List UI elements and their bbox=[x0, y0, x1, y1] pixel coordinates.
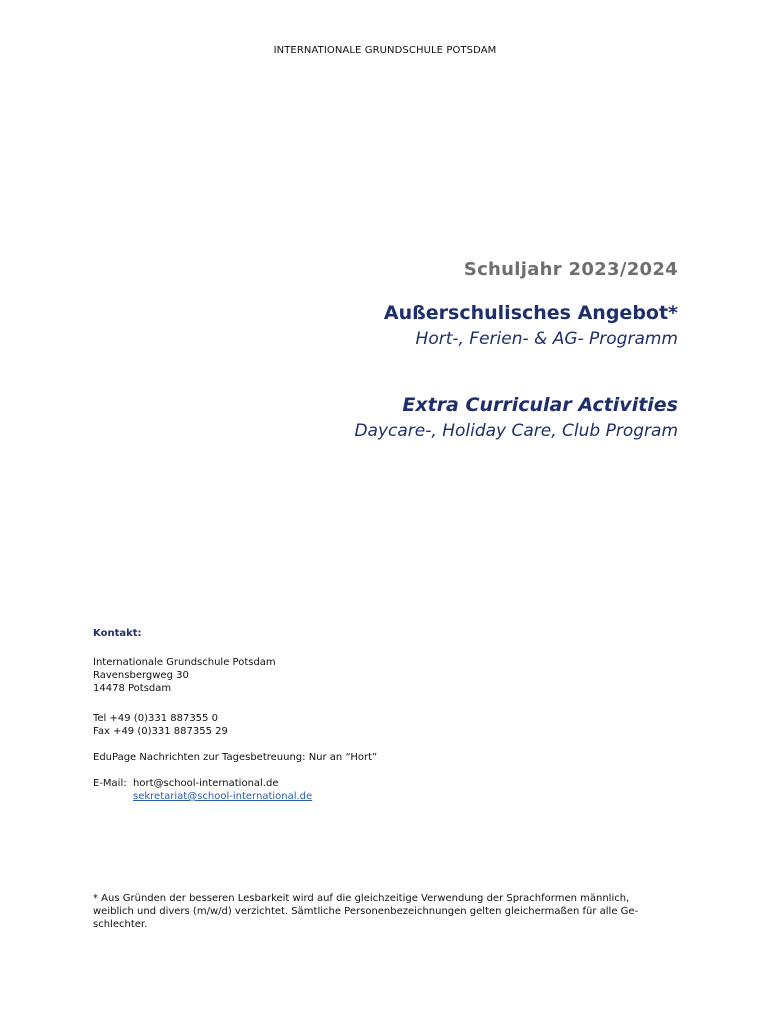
address-line-school: Internationale Grundschule Potsdam bbox=[93, 657, 276, 668]
address-line-city: 14478 Potsdam bbox=[93, 683, 172, 694]
email-sekretariat-link[interactable]: sekretariat@school-international.de bbox=[133, 791, 313, 802]
email-row bbox=[93, 777, 377, 790]
email-hort: hort@school-international.de bbox=[133, 778, 279, 789]
email-prefix: E-Mail: bbox=[93, 778, 127, 789]
english-title: Extra Curricular Activities bbox=[402, 394, 678, 416]
footnote: * Aus Gründen der besseren Lesbarkeit wird auf die gleichzeitige Verwendung der Sprachformen männlich, weiblich und divers (m/w/d) verzichtet. Sämtliche Personenbezeichnungen gelten gleichermaßen für alle Ge-schlechter. bbox=[93, 893, 639, 930]
german-subtitle: Hort-, Ferien- & AG- Programm bbox=[415, 329, 678, 349]
address-line-street: Ravensbergweg 30 bbox=[93, 670, 189, 681]
contact-section bbox=[93, 627, 377, 803]
fax-number: Fax +49 (0)331 887355 29 bbox=[93, 726, 228, 737]
school-year-heading: Schuljahr 2023/2024 bbox=[463, 259, 678, 280]
edupage-note: EduPage Nachrichten zur Tagesbetreuung: Nur an “Hort” bbox=[93, 752, 378, 763]
english-subtitle: Daycare-, Holiday Care, Club Program bbox=[354, 421, 678, 441]
phone-number: Tel +49 (0)331 887355 0 bbox=[93, 713, 218, 724]
german-title: Außerschulisches Angebot* bbox=[383, 302, 678, 324]
page-header: INTERNATIONALE GRUNDSCHULE POTSDAM bbox=[273, 45, 497, 56]
contact-label: Kontakt: bbox=[93, 628, 142, 639]
